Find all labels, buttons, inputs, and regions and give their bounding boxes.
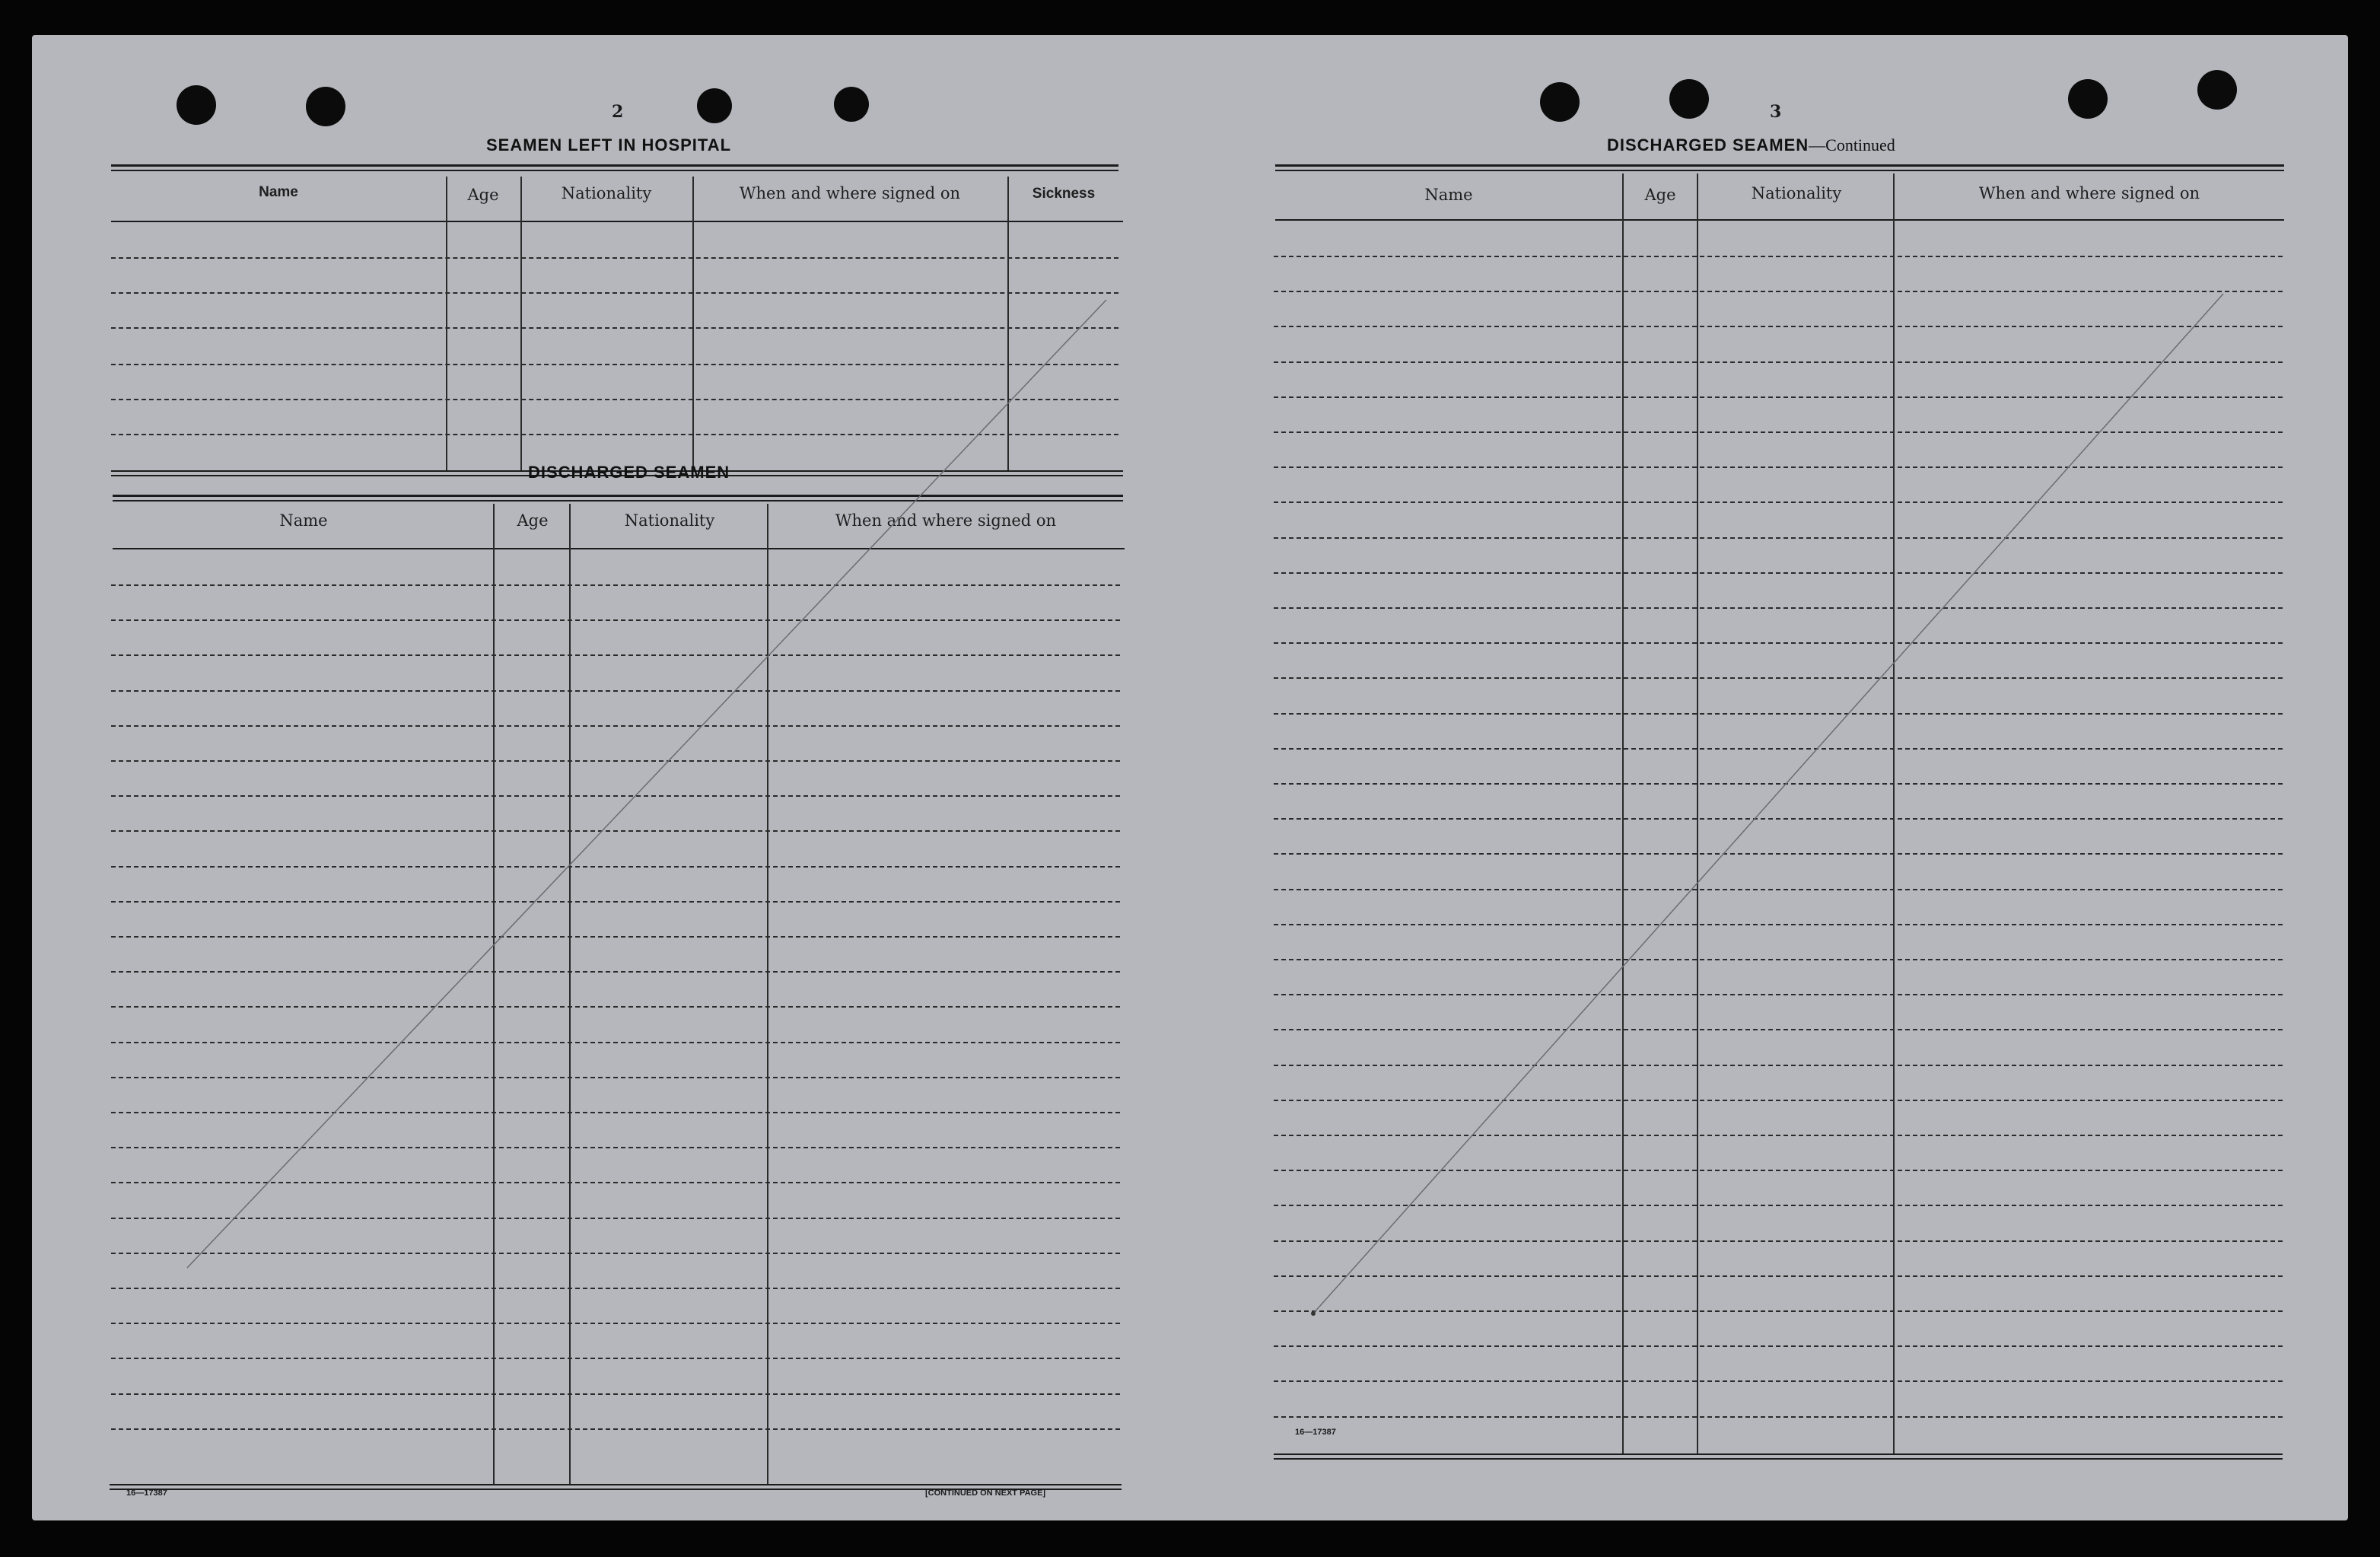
column-header-signed-on: When and where signed on [1978, 184, 2200, 202]
form-number: 16—17387 [126, 1489, 167, 1498]
column-header-nationality: Nationality [561, 184, 652, 202]
form-number: 16—17387 [1295, 1428, 1336, 1437]
section-title-text: DISCHARGED SEAMEN [1607, 135, 1809, 154]
column-header-name: Name [279, 511, 328, 530]
column-header-signed-on: When and where signed on [739, 184, 961, 202]
column-header-nationality: Nationality [1751, 184, 1842, 202]
column-header-name: Name [259, 184, 298, 200]
column-header-nationality: Nationality [624, 511, 715, 530]
column-header-age: Age [467, 186, 499, 204]
column-header-age: Age [1644, 186, 1676, 204]
page-number: 2 [612, 102, 624, 122]
column-header-sickness: Sickness [1032, 186, 1096, 202]
page-number: 3 [1770, 102, 1782, 122]
pencil-cancel-mark [32, 35, 2348, 1520]
column-header-age: Age [517, 511, 549, 530]
section-title-discharged: DISCHARGED SEAMEN [528, 463, 730, 482]
form-sheet [32, 35, 2348, 1520]
column-header-signed-on: When and where signed on [835, 511, 1057, 530]
continued-note: [CONTINUED ON NEXT PAGE] [925, 1489, 1046, 1498]
section-title-hospital: SEAMEN LEFT IN HOSPITAL [486, 135, 732, 154]
section-title-suffix: —Continued [1809, 135, 1895, 154]
column-header-name: Name [1424, 186, 1473, 204]
